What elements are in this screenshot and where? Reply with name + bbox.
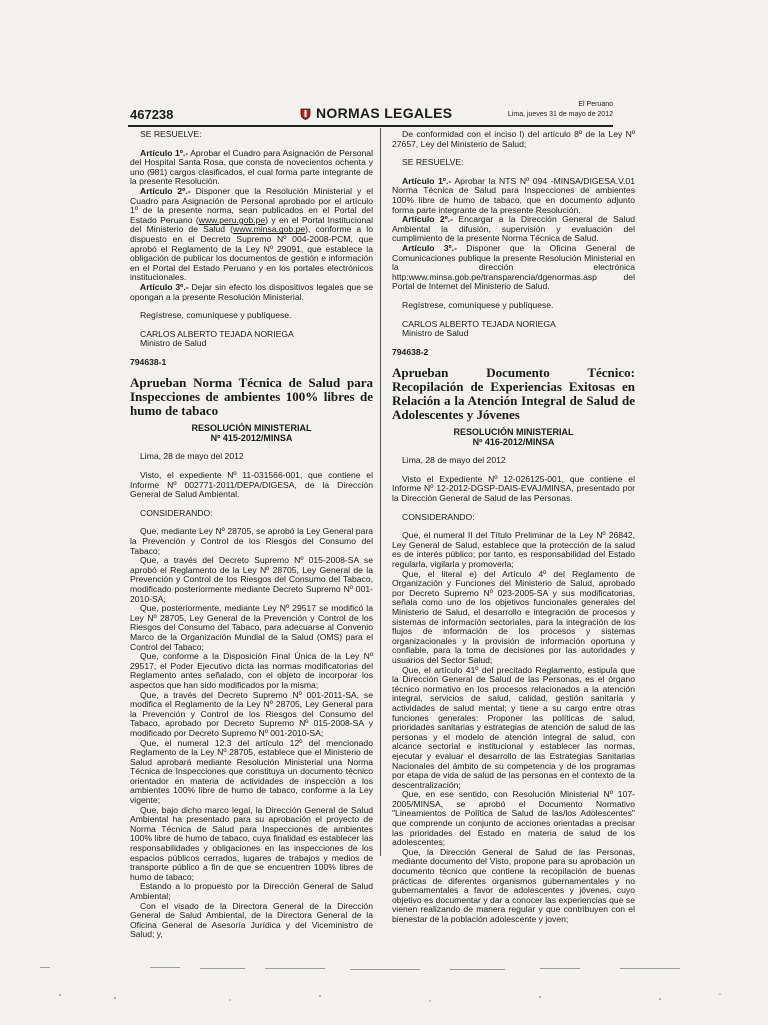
se-resuelve-heading: SE RESUELVE:	[402, 157, 464, 168]
paragraph: Con el visado de la Directora General de la Dirección General de Salud Ambiental, de la Directora General de la Oficina General de Asesoría Jurídica y del Viceministro de Salud; y,	[130, 900, 373, 940]
paragraph: Que, mediante Ley Nº 28705, se aprobó la Ley General para la Prevención y Control de los Riesgos del Consumo del Tabaco;	[130, 526, 373, 556]
link-peru-gob[interactable]: www.peru.gob.pe	[198, 214, 266, 225]
paragraph: Que, el numeral II del Título Preliminar de la Ley Nº 26842, Ley General de Salud, establece que la protección de la salud es de interés público; por tanto, es responsabilidad del Estado regularla, vigilarla y promoverla;	[392, 530, 635, 570]
article-3: Artículo 3º.- Disponer que la Oficina General de Comunicaciones publique la presente Resolución Ministerial en la dirección electrónica http:www.minsa.gob.pe/transparencia/dgenormas.asp del Portal de Internet del Ministerio de Salud.	[392, 242, 635, 292]
article-2: Artículo 2º.- Encargar a la Dirección General de Salud Ambiental la difusión, supervisión y evaluación del cumplimiento de la presente Norma Técnica de Salud.	[392, 214, 635, 244]
document-code: 794638-2	[392, 346, 429, 357]
document-code: 794638-1	[130, 356, 167, 367]
masthead	[300, 105, 452, 121]
paragraph: Que, en ese sentido, con Resolución Ministerial Nº 107-2005/MINSA, se aprobó el Documento Normativo "Lineamientos de Política de Salud de las/los Adolescentes" que comprende un conjunto de acciones orientadas a precisar las prioridades del Estado en materia de salud de los adolescentes;	[392, 789, 635, 848]
closing-formula: Regístrese, comuníquese y publíquese.	[140, 310, 292, 321]
scan-artifacts	[20, 960, 748, 1020]
headline: Aprueban Documento Técnico: Recopilación de Experiencias Exitosas en Relación a la Atención Integral de Salud de Adolescentes y Jóvenes	[392, 365, 635, 423]
resolution-number: Nº 415-2012/MINSA	[210, 433, 293, 444]
considerando-heading: CONSIDERANDO:	[140, 507, 213, 518]
header-publication-info	[508, 100, 613, 120]
left-column	[130, 130, 373, 940]
right-column	[392, 130, 635, 925]
column-divider	[380, 128, 381, 856]
paragraph: Que, a través del Decreto Supremo Nº 001-2011-SA, se modifica el Reglamento de la Ley Nº 28705, Ley General para la Prevención y Control de los Riesgos del Consumo del Tabaco, aprobado por Decreto Supremo Nº 015-2008-SA y modificado por Decreto Supremo Nº 001-2010-SA;	[130, 689, 373, 738]
date-line: Lima, 28 de mayo del 2012	[402, 455, 506, 466]
signer-title: Ministro de Salud	[402, 328, 469, 339]
paragraph: Estando a lo propuesto por la Dirección General de Salud Ambiental;	[130, 881, 373, 901]
paragraph: Que, posteriormente, mediante Ley Nº 29517 se modificó la Ley Nº 28705, Ley General de la Prevención y Control de los Riesgos del Consumo del Tabaco, para adecuarse al Convenio Marco de la Organización Mundial de la Salud (OMS) para el Control del Tabaco;	[130, 603, 373, 652]
visto-paragraph: Visto, el expediente Nº 11-031566-001, que contiene el Informe Nº 002771-2011/DEPA/DIGESA, de la Dirección General de Salud Ambiental.	[130, 470, 373, 500]
article-1: Artículo 1º.- Aprobar la NTS Nº 094 -MINSA/DIGESA.V.01 Norma Técnica de Salud para Inspecciones de ambientes 100% libre de humo de tabaco, que en documento adjunto forma parte integrante de la presente Resolución.	[392, 175, 635, 215]
page-number: 467238	[130, 107, 174, 122]
considerando-heading: CONSIDERANDO:	[402, 511, 475, 522]
article-2: Artículo 2º.- Disponer que la Resolución Ministerial y el Cuadro para Asignación de Personal aprobado por el artículo 1º de la presente norma, sean publicados en el Portal del Estado Peruano (www.peru.gob.pe) y en el Portal Institucional del Ministerio de Salud (www.minsa.gob.pe), conforme a lo dispuesto en el Decreto Supremo Nº 004-2008-PCM, que aprobó el Reglamento de la Ley Nº 29091, que establece la obligación de publicar los documentos de gestión e información en el Portal del Estado Peruano y en los portales electrónicos institucionales.	[130, 185, 373, 283]
publication-name: El Peruano	[578, 101, 613, 108]
visto-paragraph: Visto el Expediente Nº 12-026125-001, que contiene el Informe Nº 12-2012-DGSP-DAIS-EVAJ/MINSA, presentado por la Dirección General de Salud de las Personas.	[392, 473, 635, 504]
paragraph: Que, bajo dicho marco legal, la Dirección General de Salud Ambiental ha presentado para su aprobación el proyecto de Norma Técnica de Salud para Inspecciones de ambientes 100% libre de humo de tabaco, cuya finalidad es establecer las responsabilidades y obligaciones en las inspecciones de los espacios públicos cerrados, lugares de trabajos y medios de transporte público a fin de que se encuentren 100% libres de humo de tabaco;	[130, 804, 373, 882]
signer-title: Ministro de Salud	[140, 338, 207, 349]
paragraph: Que, a través del Decreto Supremo Nº 015-2008-SA se aprobó el Reglamento de la Ley Nº 28705, Ley General de la Prevención y Control de los Riesgos del Consumo del Tabaco, modificado posteriormente mediante Decreto Supremo Nº 001-2010-SA;	[130, 555, 373, 604]
paragraph: Que, el literal e) del Artículo 4º del Reglamento de Organización y Funciones del Ministerio de Salud, aprobado por Decreto Supremo Nº 023-2005-SA y sus modificatorias, señala como uno de los objetivos funcionales generales del Ministerio de Salud, el desarrollo e integración de procesos y sistemas de información sectoriales, para la integración de los flujos de información de los procesos y sistemas organizacionales y la provisión de información oportuna y confiable, para la toma de decisiones por las autoridades y usuarios del Sector Salud;	[392, 568, 635, 665]
masthead-title: NORMAS LEGALES	[316, 105, 453, 121]
publication-date: Lima, jueves 31 de mayo de 2012	[507, 111, 613, 118]
resolution-title: RESOLUCIÓN MINISTERIAL	[453, 427, 574, 438]
paragraph: Que, la Dirección General de Salud de las Personas, mediante documento del Visto, propone para su aprobación un documento técnico que contiene la recopilación de buenas prácticas de diferentes organismos gubernamentales y no gubernamentales a favor de adolescentes y jóvenes, cuyo objetivo es documentar y dar a conocer las experiencias que se vienen realizando de manera regular y que contribuyen con el bienestar de la población adolescente y joven;	[392, 846, 635, 924]
se-resuelve-heading: SE RESUELVE:	[140, 129, 202, 139]
header-rule	[128, 125, 613, 127]
coat-of-arms-icon	[300, 107, 311, 119]
paragraph: Que, el numeral 12.3 del artículo 12º del mencionado Reglamento de la Ley Nº 28705, establece que el Ministerio de Salud aprobará mediante Resolución Ministerial una Norma Técnica de Inspecciones que constituya un documento técnico orientador en materia de actividades de inspección a los ambientes 100% libre de humo de tabaco, conforme a la Ley vigente;	[130, 737, 373, 806]
date-line: Lima, 28 de mayo del 2012	[140, 451, 244, 462]
article-3: Artículo 3º.- Dejar sin efecto los dispositivos legales que se opongan a la presente Resolución Ministerial.	[130, 281, 373, 302]
paragraph: Que, conforme a la Disposición Final Única de la Ley Nº 29517, el Poder Ejecutivo dicta las normas modificatorias del Reglamento antes señalado, con el objeto de incorporar los aspectos que han sido modificados por la misma;	[130, 651, 373, 690]
intro-paragraph: De conformidad con el inciso l) del artículo 8º de la Ley Nº 27657, Ley del Ministerio de Salud;	[392, 129, 635, 149]
signer-name: CARLOS ALBERTO TEJADA NORIEGA	[140, 328, 294, 339]
resolution-title: RESOLUCIÓN MINISTERIAL	[191, 423, 312, 434]
headline: Aprueban Norma Técnica de Salud para Inspecciones de ambientes 100% libres de humo de tabaco	[130, 375, 373, 419]
closing-formula: Regístrese, comuníquese y publíquese.	[402, 299, 554, 310]
link-minsa-gob[interactable]: www.minsa.gob.pe	[233, 224, 306, 235]
paragraph: Que, el artículo 41º del precitado Reglamento, estipula que la Dirección General de Salud de las Personas, es el órgano técnico normativo en los procesos relacionados a la atención integral, servicios de salud, calidad, gestión sanitaria y actividades de salud mental; y tiene a su cargo entre otras funciones generales: Proponer las políticas de salud, prioridades sanitarias y estrategias de atención de salud de las personas y el modelo de atención integral de salud, con alcance sectorial e institucional y establecer las normas, ejecutar y evaluar el desarrollo de las Estrategias Sanitarias Nacionales del ámbito de su competencia y de los programas por etapa de vida de salud de las personas en el contexto de la descentralización;	[392, 664, 635, 790]
article-1: Artículo 1º.- Aprobar el Cuadro para Asignación de Personal del Hospital Santa Rosa, que consta de novecientos ochenta y uno (981) cargos clasificados, el cual forma parte integrante de la presente Resolución.	[130, 147, 373, 187]
resolution-number: Nº 416-2012/MINSA	[472, 437, 555, 448]
signer-name: CARLOS ALBERTO TEJADA NORIEGA	[402, 318, 556, 329]
